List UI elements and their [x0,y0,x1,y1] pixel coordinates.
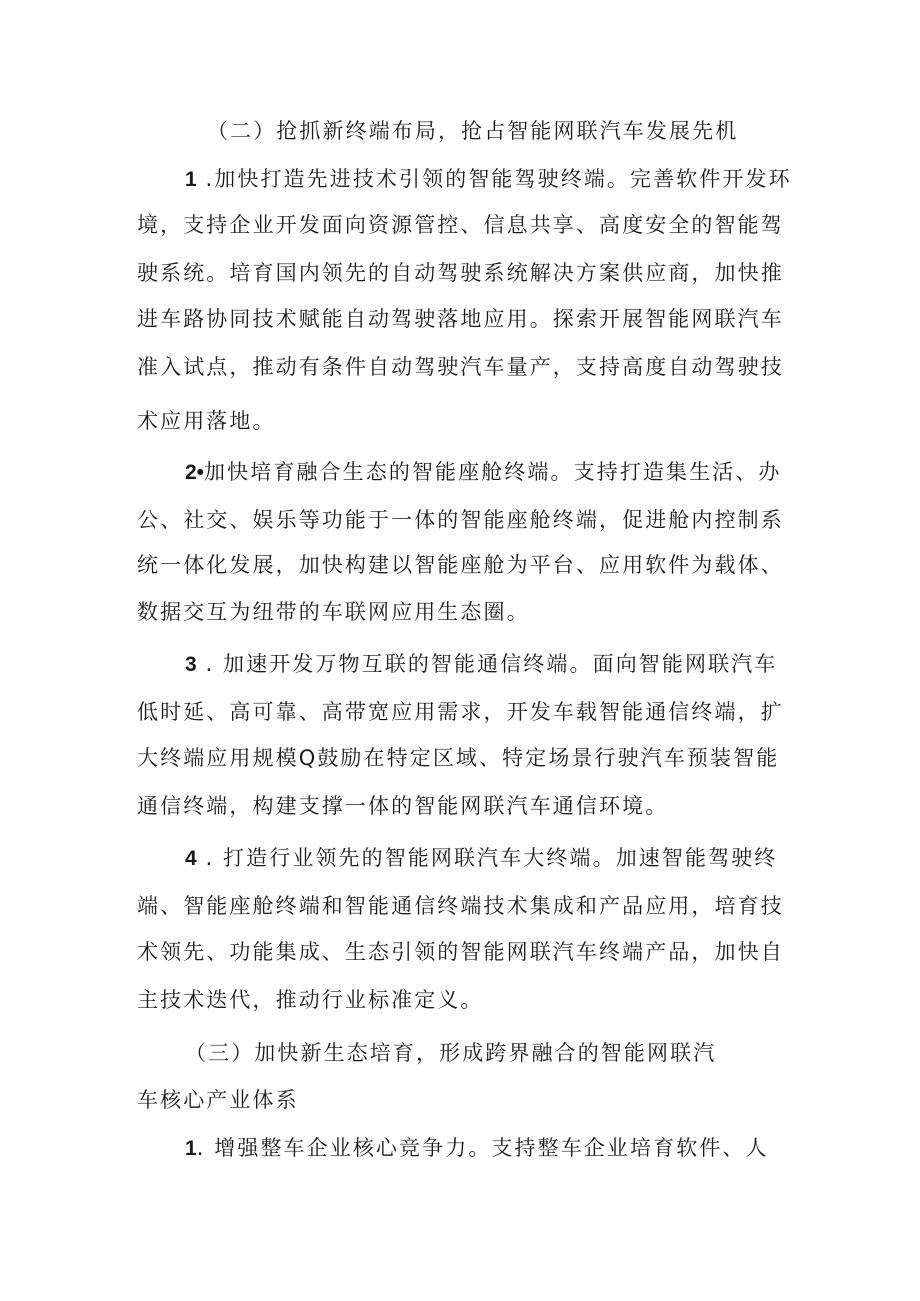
paragraph-text: 加快培育融合生态的智能座舱终端。支持打造集生活、办 [204,460,782,484]
paragraph-1-line-2: 境，支持企业开发面向资源管控、信息共享、高度安全的智能驾 [137,213,784,237]
paragraph-text: .加快打造先进技术引领的智能驾驶终端。完善软件开发环 [196,167,792,191]
item-number: 4 [185,847,197,870]
paragraph-4-line-4: 主技术迭代，推动行业标准定义。 [137,988,484,1012]
paragraph-3-line-2: 低时延、高可靠、高带宽应用需求，开发车载智能通信终端，扩 [137,700,784,724]
paragraph-4-line-2: 端、智能座舱终端和智能通信终端技术集成和产品应用，培育技 [137,894,784,918]
paragraph-text: . 加速开发万物互联的智能通信终端。面向智能网联汽车 [196,652,778,676]
paragraph-3-line-1 [185,649,845,679]
paragraph-2-line-2: 公、社交、娱乐等功能于一体的智能座舱终端，促进舱内控制系 [137,508,784,532]
paragraph-2-line-3: 统一体化发展，加快构建以智能座舱为平台、应用软件为载体、 [137,553,784,577]
section-heading-3-line-2: 车核心产业体系 [137,1088,299,1112]
paragraph-text: . 打造行业领先的智能网联汽车大终端。加速智能驾驶终 [196,846,778,870]
paragraph-1-line-3: 驶系统。培育国内领先的自动驾驶系统解决方案供应商，加快推 [137,261,784,285]
paragraph-2-line-4: 数据交互为纽带的车联网应用生态圈。 [137,600,530,624]
section-heading-3-line-1: （三）加快新生态培育，形成跨界融合的智能网联汽 [185,1041,717,1065]
paragraph-text: . 增强整车企业核心竞争力。支持整车企业培育软件、人 [196,1136,769,1160]
paragraph-1-line-5: 准入试点，推动有条件自动驾驶汽车量产，支持高度自动驾驶技 [137,355,784,379]
paragraph-1-line-4: 进车路协同技术赋能自动驾驶落地应用。探索开展智能网联汽车 [137,307,784,331]
paragraph-1-line-1 [185,164,845,194]
item-number: 1 [185,168,197,191]
item-number: 1 [185,1137,197,1160]
paragraph-4-line-3: 术领先、功能集成、生态引领的智能网联汽车终端产品，加快自 [137,940,784,964]
paragraph-5-line-1 [185,1133,845,1163]
item-number: 3 [185,653,197,676]
paragraph-3-line-4: 通信终端，构建支撑一体的智能网联汽车通信环境。 [137,794,669,818]
paragraph-4-line-1 [185,843,845,873]
section-heading-2: （二）抢抓新终端布局，抢占智能网联汽车发展先机 [207,119,739,143]
paragraph-1-line-6: 术应用落地。 [137,409,276,433]
paragraph-3-line-3: 大终端应用规模Q鼓励在特定区域、特定场景行驶汽车预装智能 [137,746,780,770]
paragraph-2-line-1 [185,457,845,487]
item-number: 2• [185,461,205,484]
